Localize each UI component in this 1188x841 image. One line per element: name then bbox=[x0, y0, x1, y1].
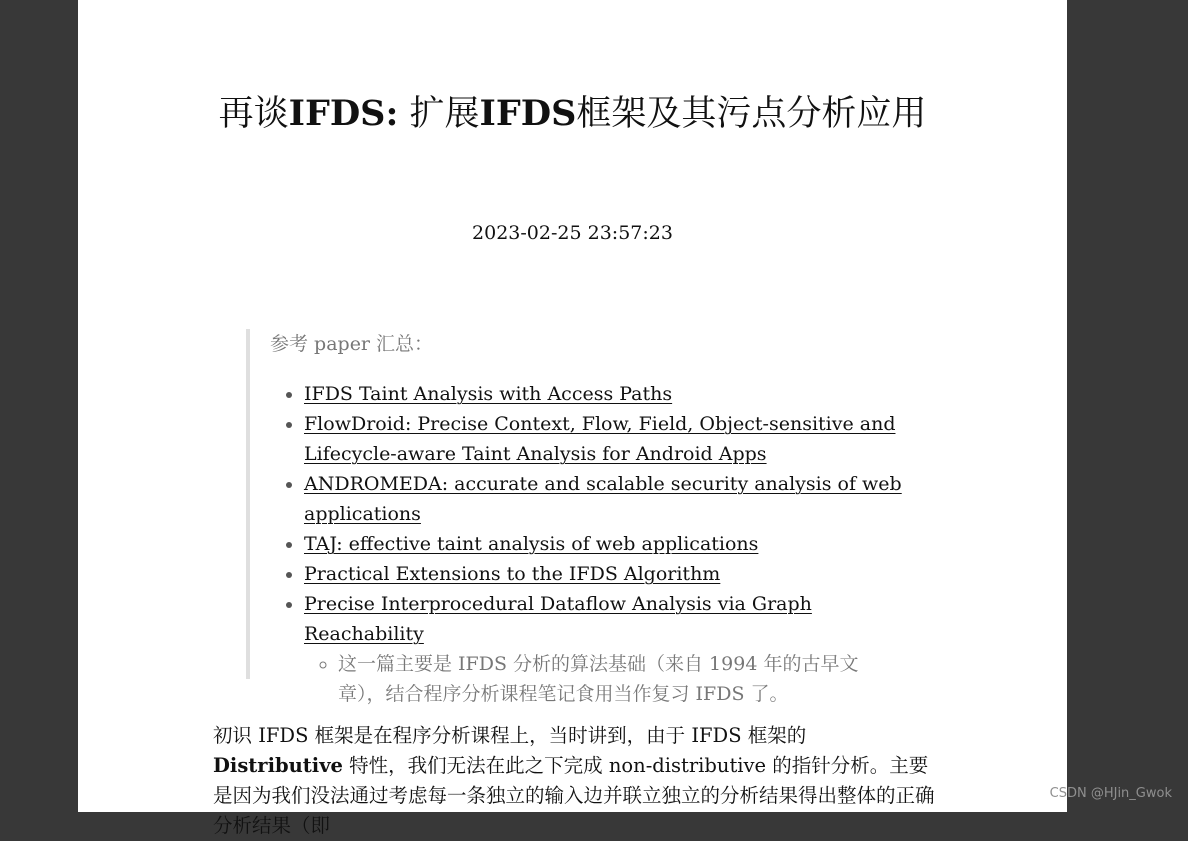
page-title bbox=[218, 86, 927, 142]
watermark: CSDN @HJin_Gwok bbox=[1049, 786, 1172, 801]
reference-link[interactable]: Precise Interprocedural Dataflow Analysis via Graph Reachability bbox=[304, 593, 812, 645]
reference-link[interactable]: FlowDroid: Precise Context, Flow, Field, Object-sensitive and Lifecycle-aware Taint Analysis for Android Apps bbox=[304, 413, 896, 465]
reference-link[interactable]: Practical Extensions to the IFDS Algorithm bbox=[304, 563, 721, 585]
list-item bbox=[304, 469, 904, 529]
body-paragraph bbox=[213, 721, 938, 841]
reference-link[interactable]: IFDS Taint Analysis with Access Paths bbox=[304, 383, 673, 405]
sub-list-item: ◦ 这一篇主要是 IFDS 分析的算法基础（来自 1994 年的古早文章），结合程序分析课程笔记食用当作复习 IFDS 了。 bbox=[338, 649, 898, 709]
list-item bbox=[304, 529, 904, 559]
sub-list bbox=[304, 649, 898, 709]
reference-link[interactable]: TAJ: effective taint analysis of web applications bbox=[304, 533, 759, 555]
reference-link[interactable]: ANDROMEDA: accurate and scalable security analysis of web applications bbox=[304, 473, 902, 525]
list-item bbox=[304, 379, 904, 409]
list-item bbox=[304, 589, 904, 709]
document-page bbox=[78, 0, 1067, 837]
title-part: 再谈 bbox=[218, 94, 289, 134]
reference-blockquote bbox=[246, 329, 936, 705]
title-part: IFDS: bbox=[288, 93, 399, 134]
paragraph-text: 特性，我们无法在此之下完成 non-distributive 的指针分析。主要是因为我们没法通过考虑每一条独立的输入边并联立独立的分析结果得出整体的正确分析结果（即 bbox=[213, 754, 935, 837]
reference-list bbox=[270, 379, 904, 709]
title-part: IFDS bbox=[479, 93, 577, 134]
reference-heading: 参考 paper 汇总： bbox=[270, 333, 434, 355]
list-item bbox=[304, 559, 904, 589]
emphasis-text: Distributive bbox=[213, 754, 343, 777]
title-part: 框架及其污点分析应用 bbox=[576, 94, 927, 134]
title-part: 扩展 bbox=[398, 94, 480, 134]
list-item bbox=[304, 409, 904, 469]
publish-date: 2023-02-25 23:57:23 bbox=[472, 222, 673, 244]
paragraph-text: 初识 IFDS 框架是在程序分析课程上，当时讲到，由于 IFDS 框架的 bbox=[213, 724, 807, 747]
